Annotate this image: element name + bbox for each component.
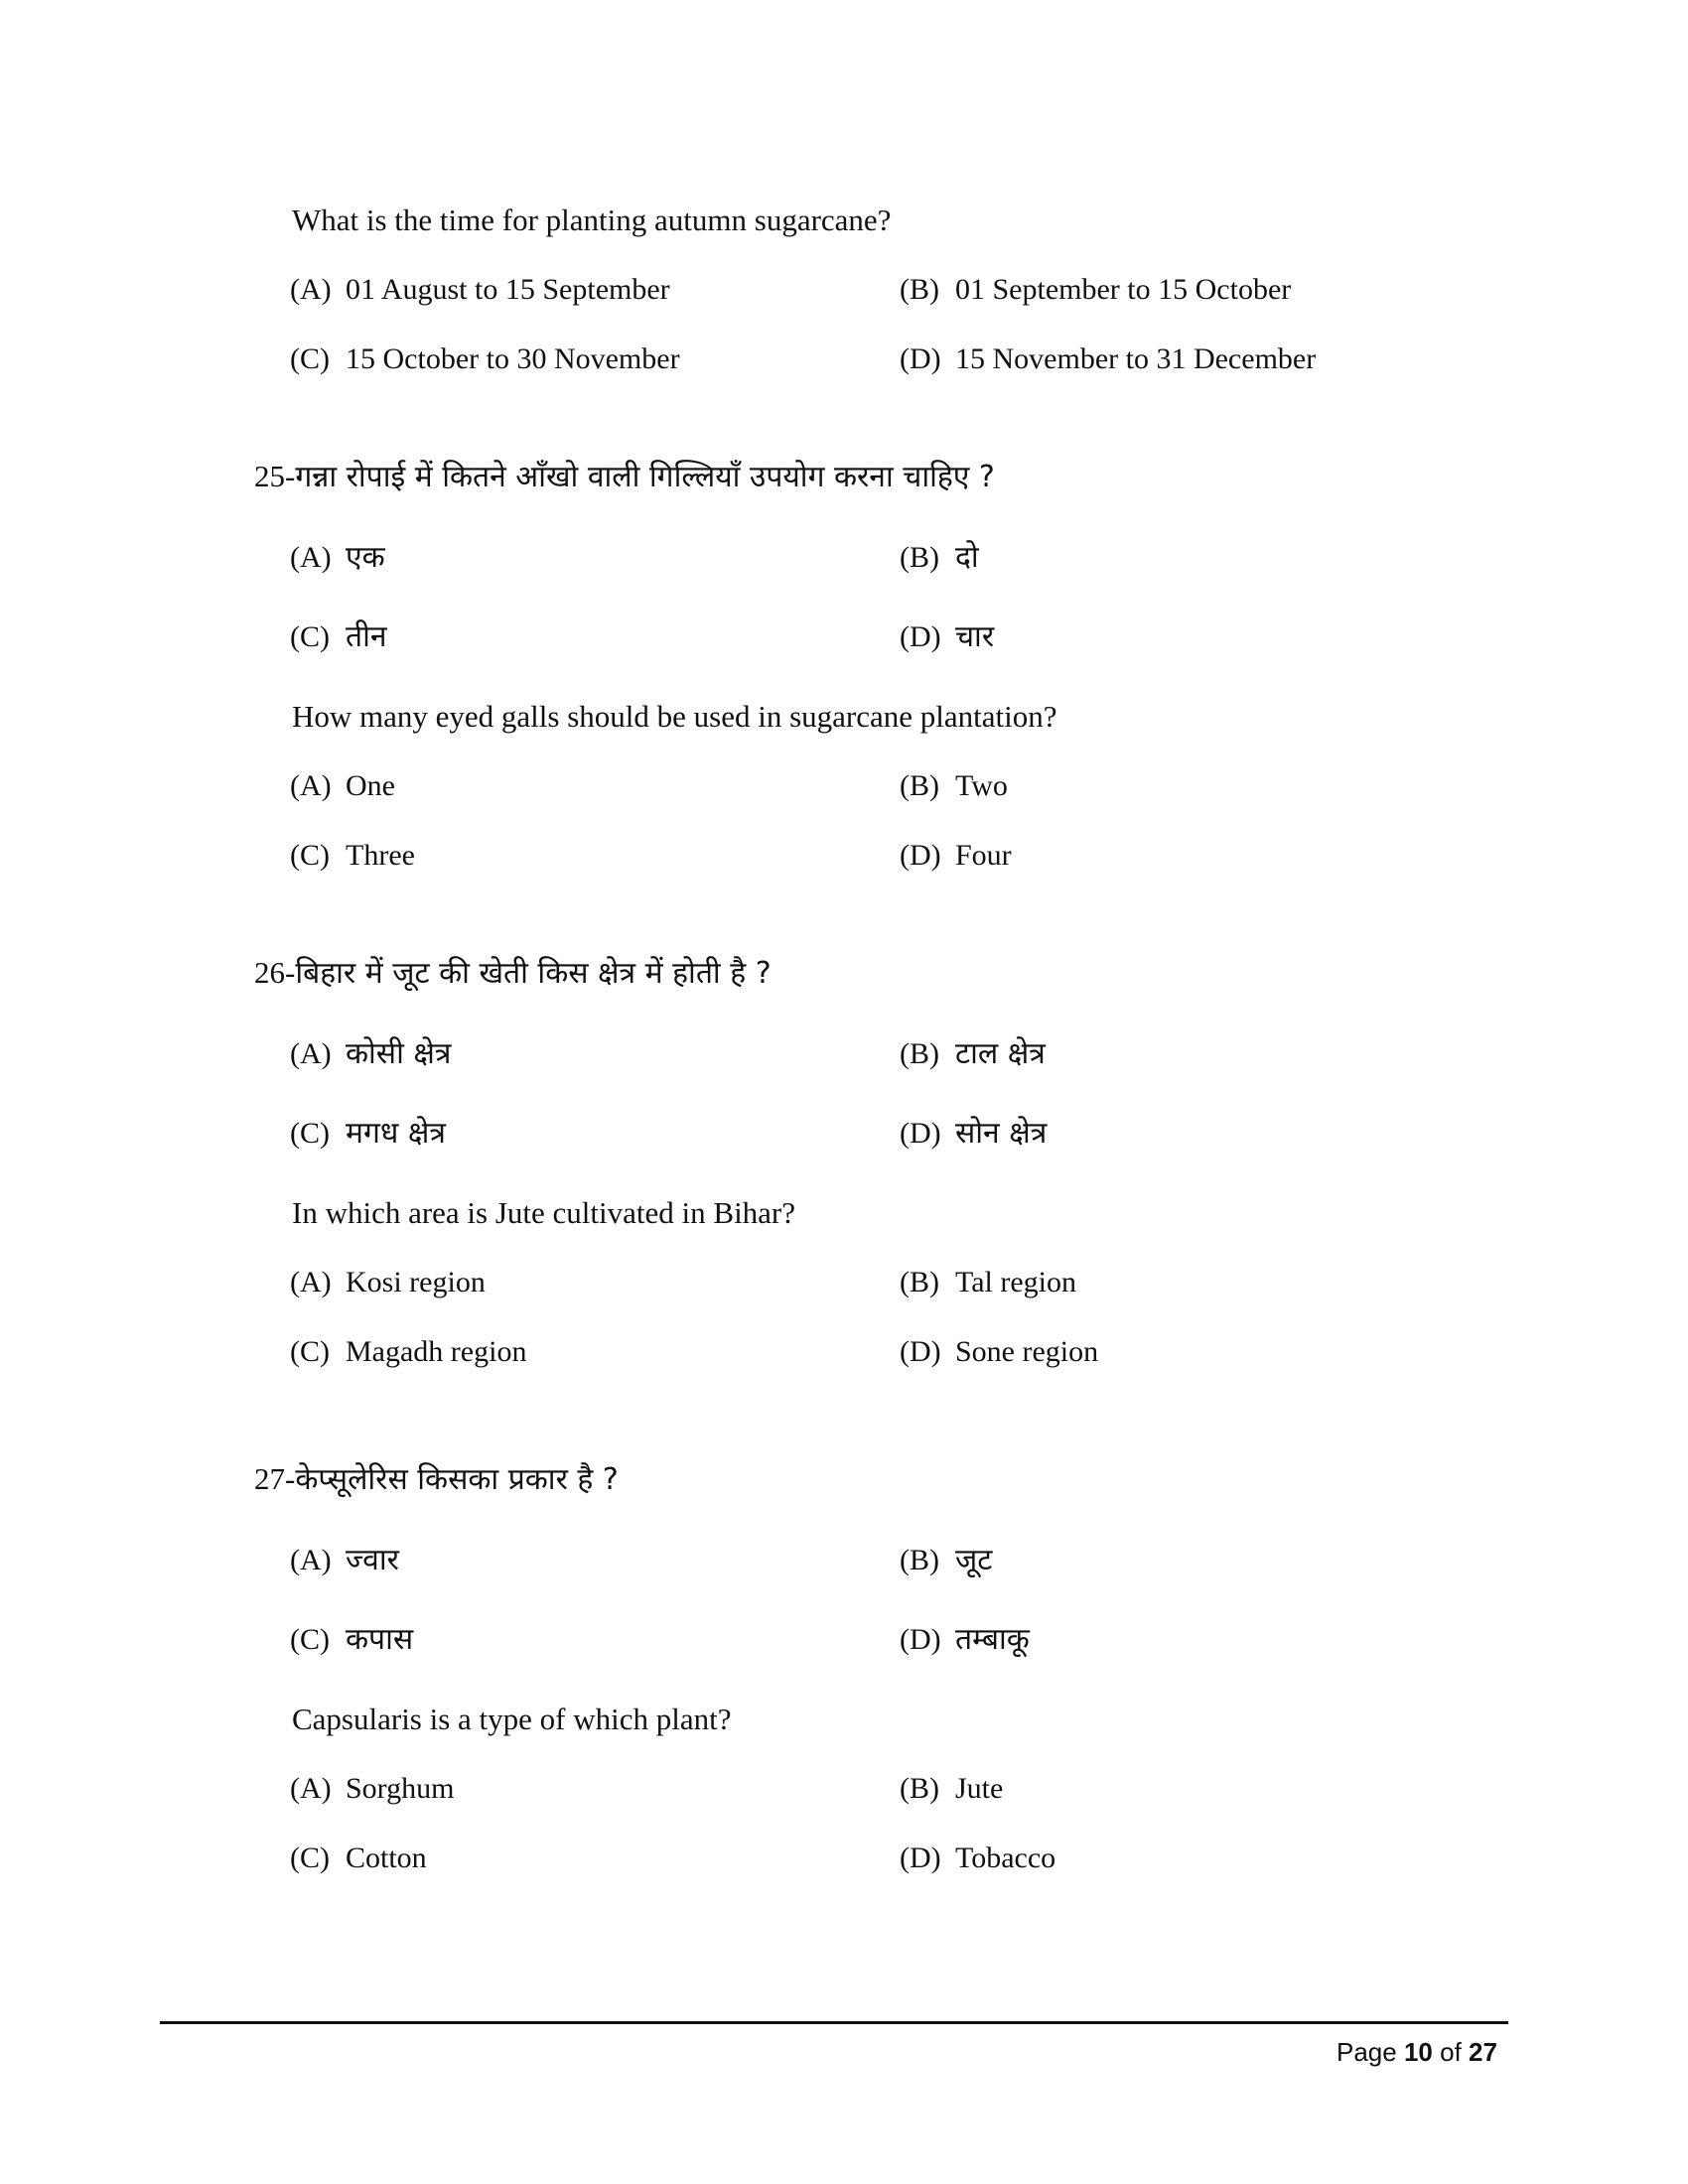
option-label: (A) <box>290 1037 332 1070</box>
option-label: (A) <box>290 1772 332 1805</box>
q27-en-option-d <box>900 1839 1055 1878</box>
q24-en-option-a <box>290 270 670 310</box>
option-text: 15 November to 31 December <box>955 342 1317 375</box>
option-text: 15 October to 30 November <box>346 342 680 375</box>
option-text: दो <box>955 540 979 575</box>
option-text: 01 September to 15 October <box>955 273 1292 306</box>
q25-hi-option-b <box>900 538 979 578</box>
option-text: कोसी क्षेत्र <box>346 1036 452 1071</box>
of-word: of <box>1440 2037 1462 2067</box>
q26-hi-option-d <box>900 1114 1047 1154</box>
q25-en-question: How many eyed galls should be used in sugarcane plantation? <box>292 699 1057 734</box>
q24-en-option-d <box>900 340 1316 379</box>
option-label: (D) <box>900 1335 941 1368</box>
option-label: (A) <box>290 1266 332 1298</box>
option-text: Kosi region <box>346 1266 486 1298</box>
page-total: 27 <box>1469 2037 1497 2067</box>
option-text: जूट <box>955 1543 993 1577</box>
option-text: Cotton <box>346 1842 427 1874</box>
q26-hi-option-c <box>290 1114 446 1154</box>
q27-hi-option-c <box>290 1620 413 1660</box>
option-label: (C) <box>290 839 330 872</box>
option-label: (B) <box>900 1037 939 1070</box>
q27-hi-option-b <box>900 1541 992 1580</box>
option-label: (B) <box>900 1544 939 1576</box>
option-text: कपास <box>346 1622 414 1657</box>
option-label: (B) <box>900 273 939 306</box>
page-current: 10 <box>1403 2037 1433 2067</box>
option-text: One <box>346 769 395 802</box>
question-number: 27- <box>254 1461 296 1496</box>
page-number <box>1336 2035 1497 2069</box>
q26-en-option-a <box>290 1263 486 1302</box>
q27-hi-option-a <box>290 1541 399 1580</box>
q27-en-option-c <box>290 1839 427 1878</box>
q25-hi-option-d <box>900 617 994 657</box>
q26-hi-question <box>254 951 772 996</box>
q27-hi-option-d <box>900 1620 1030 1660</box>
question-number: 26- <box>254 955 296 990</box>
q25-hi-option-a <box>290 538 385 578</box>
option-text: Three <box>346 839 415 872</box>
option-label: (C) <box>290 1117 330 1150</box>
footer-divider <box>160 2021 1508 2024</box>
option-label: (C) <box>290 342 330 375</box>
q26-hi-option-b <box>900 1034 1046 1074</box>
option-text: Sorghum <box>346 1772 455 1805</box>
option-label: (A) <box>290 541 332 574</box>
q25-en-option-a <box>290 766 395 806</box>
option-text: Four <box>955 839 1012 872</box>
option-text: तम्बाकू <box>955 1622 1030 1657</box>
option-text: Sone region <box>955 1335 1099 1368</box>
q27-en-option-a <box>290 1769 454 1809</box>
option-label: (D) <box>900 839 941 872</box>
q25-en-option-c <box>290 836 415 876</box>
option-text: Tobacco <box>955 1842 1056 1874</box>
q25-en-option-d <box>900 836 1012 876</box>
option-text: Tal region <box>955 1266 1077 1298</box>
option-label: (C) <box>290 1623 330 1656</box>
q24-en-question: What is the time for planting autumn sugarcane? <box>292 203 892 237</box>
option-label: (D) <box>900 342 941 375</box>
option-label: (C) <box>290 1842 330 1874</box>
question-text-hindi: गन्ना रोपाई में कितने आँखो वाली गिल्लियाँ उपयोग करना चाहिए ? <box>295 460 995 494</box>
q24-en-option-b <box>900 270 1291 310</box>
q25-en-option-b <box>900 766 1008 806</box>
question-text-hindi: केप्सूलेरिस किसका प्रकार है ? <box>295 1462 619 1497</box>
q26-en-option-b <box>900 1263 1076 1302</box>
option-label: (B) <box>900 1772 939 1805</box>
option-label: (D) <box>900 620 941 653</box>
option-text: Two <box>955 769 1008 802</box>
option-label: (A) <box>290 1544 332 1576</box>
option-text: टाल क्षेत्र <box>955 1036 1046 1071</box>
q26-hi-option-a <box>290 1034 451 1074</box>
option-label: (A) <box>290 273 332 306</box>
option-text: चार <box>955 619 995 654</box>
option-label: (B) <box>900 769 939 802</box>
option-label: (A) <box>290 769 332 802</box>
q25-hi-option-c <box>290 617 387 657</box>
option-label: (B) <box>900 541 939 574</box>
option-label: (B) <box>900 1266 939 1298</box>
q27-hi-question <box>254 1457 619 1502</box>
question-text-hindi: बिहार में जूट की खेती किस क्षेत्र में होती है ? <box>295 956 772 991</box>
q26-en-option-c <box>290 1332 526 1372</box>
option-label: (D) <box>900 1623 941 1656</box>
q24-en-option-c <box>290 340 680 379</box>
q25-hi-question <box>254 455 995 499</box>
option-text: Magadh region <box>346 1335 527 1368</box>
option-text: तीन <box>346 619 387 654</box>
q27-en-question: Capsularis is a type of which plant? <box>292 1702 732 1736</box>
option-text: मगध क्षेत्र <box>346 1116 446 1151</box>
option-label: (D) <box>900 1842 941 1874</box>
q27-en-option-b <box>900 1769 1003 1809</box>
option-text: Jute <box>955 1772 1004 1805</box>
page-word: Page <box>1336 2037 1397 2067</box>
option-text: 01 August to 15 September <box>346 273 670 306</box>
option-label: (C) <box>290 620 330 653</box>
option-label: (D) <box>900 1117 941 1150</box>
option-label: (C) <box>290 1335 330 1368</box>
option-text: ज्वार <box>346 1543 399 1577</box>
option-text: एक <box>346 540 385 575</box>
q26-en-question: In which area is Jute cultivated in Bihar? <box>292 1195 796 1230</box>
question-number: 25- <box>254 459 296 493</box>
q26-en-option-d <box>900 1332 1098 1372</box>
option-text: सोन क्षेत्र <box>955 1116 1048 1151</box>
